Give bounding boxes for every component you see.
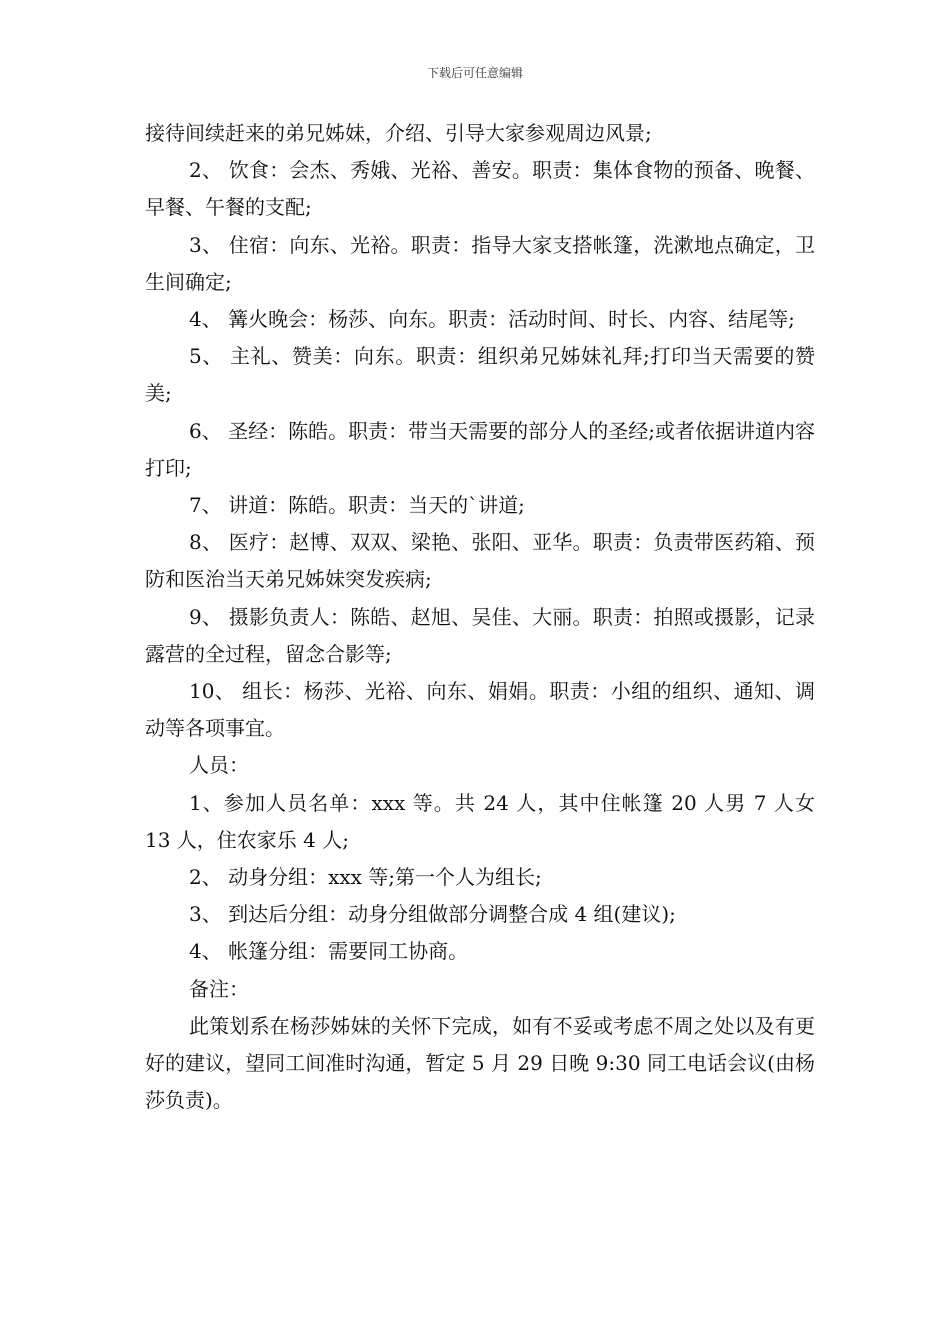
paragraph-5: 5、 主礼、赞美：向东。职责：组织弟兄姊妹礼拜;打印当天需要的赞美; [145,344,815,406]
paragraph-7: 7、 讲道：陈皓。职责：当天的`讲道; [189,493,525,518]
paragraph-10: 10、 组长：杨莎、光裕、向东、娟娟。职责：小组的组织、通知、调动等各项事宜。 [145,679,815,741]
paragraph-17: 此策划系在杨莎姊妹的关怀下完成，如有不妥或考虑不周之处以及有更好的建议，望同工间准时沟通，暂定 5 月 29 日晚 9:30 同工电话会议(由杨莎负责)。 [145,1013,815,1113]
paragraph-13: 2、 动身分组：xxx 等;第一个人为组长; [189,865,542,890]
paragraph-4: 4、 篝火晚会：杨莎、向东。职责：活动时间、时长、内容、结尾等; [189,307,795,332]
paragraph-9: 9、 摄影负责人：陈皓、赵旭、吴佳、大丽。职责：拍照或摄影，记录露营的全过程，留念合影等; [145,604,815,666]
page-header: 下载后可任意编辑 [426,66,523,80]
paragraph-15: 4、 帐篷分组：需要同工协商。 [189,939,469,964]
paragraph-3: 3、 住宿：向东、光裕。职责：指导大家支搭帐篷，洗漱地点确定，卫生间确定; [145,232,815,294]
paragraph-1: 接待间续赶来的弟兄姊妹，介绍、引导大家参观周边风景; [145,121,652,145]
section-heading-personnel: 人员： [189,753,249,778]
paragraph-6: 6、 圣经：陈皓。职责：带当天需要的部分人的圣经;或者依据讲道内容打印; [145,418,815,480]
section-heading-notes: 备注： [189,976,249,1001]
paragraph-14: 3、 到达后分组：动身分组做部分调整合成 4 组(建议); [189,902,676,927]
paragraph-12: 1、参加人员名单：xxx 等。共 24 人，其中住帐篷 20 人男 7 人女 13 人，住农家乐 4 人; [145,790,815,852]
document-body [145,115,815,1119]
paragraph-8: 8、 医疗：赵博、双双、梁艳、张阳、亚华。职责：负责带医药箱、预防和医治当天弟兄姊妹突发疾病; [145,530,815,592]
paragraph-2: 2、 饮食：会杰、秀娥、光裕、善安。职责：集体食物的预备、晚餐、早餐、午餐的支配; [145,158,815,220]
